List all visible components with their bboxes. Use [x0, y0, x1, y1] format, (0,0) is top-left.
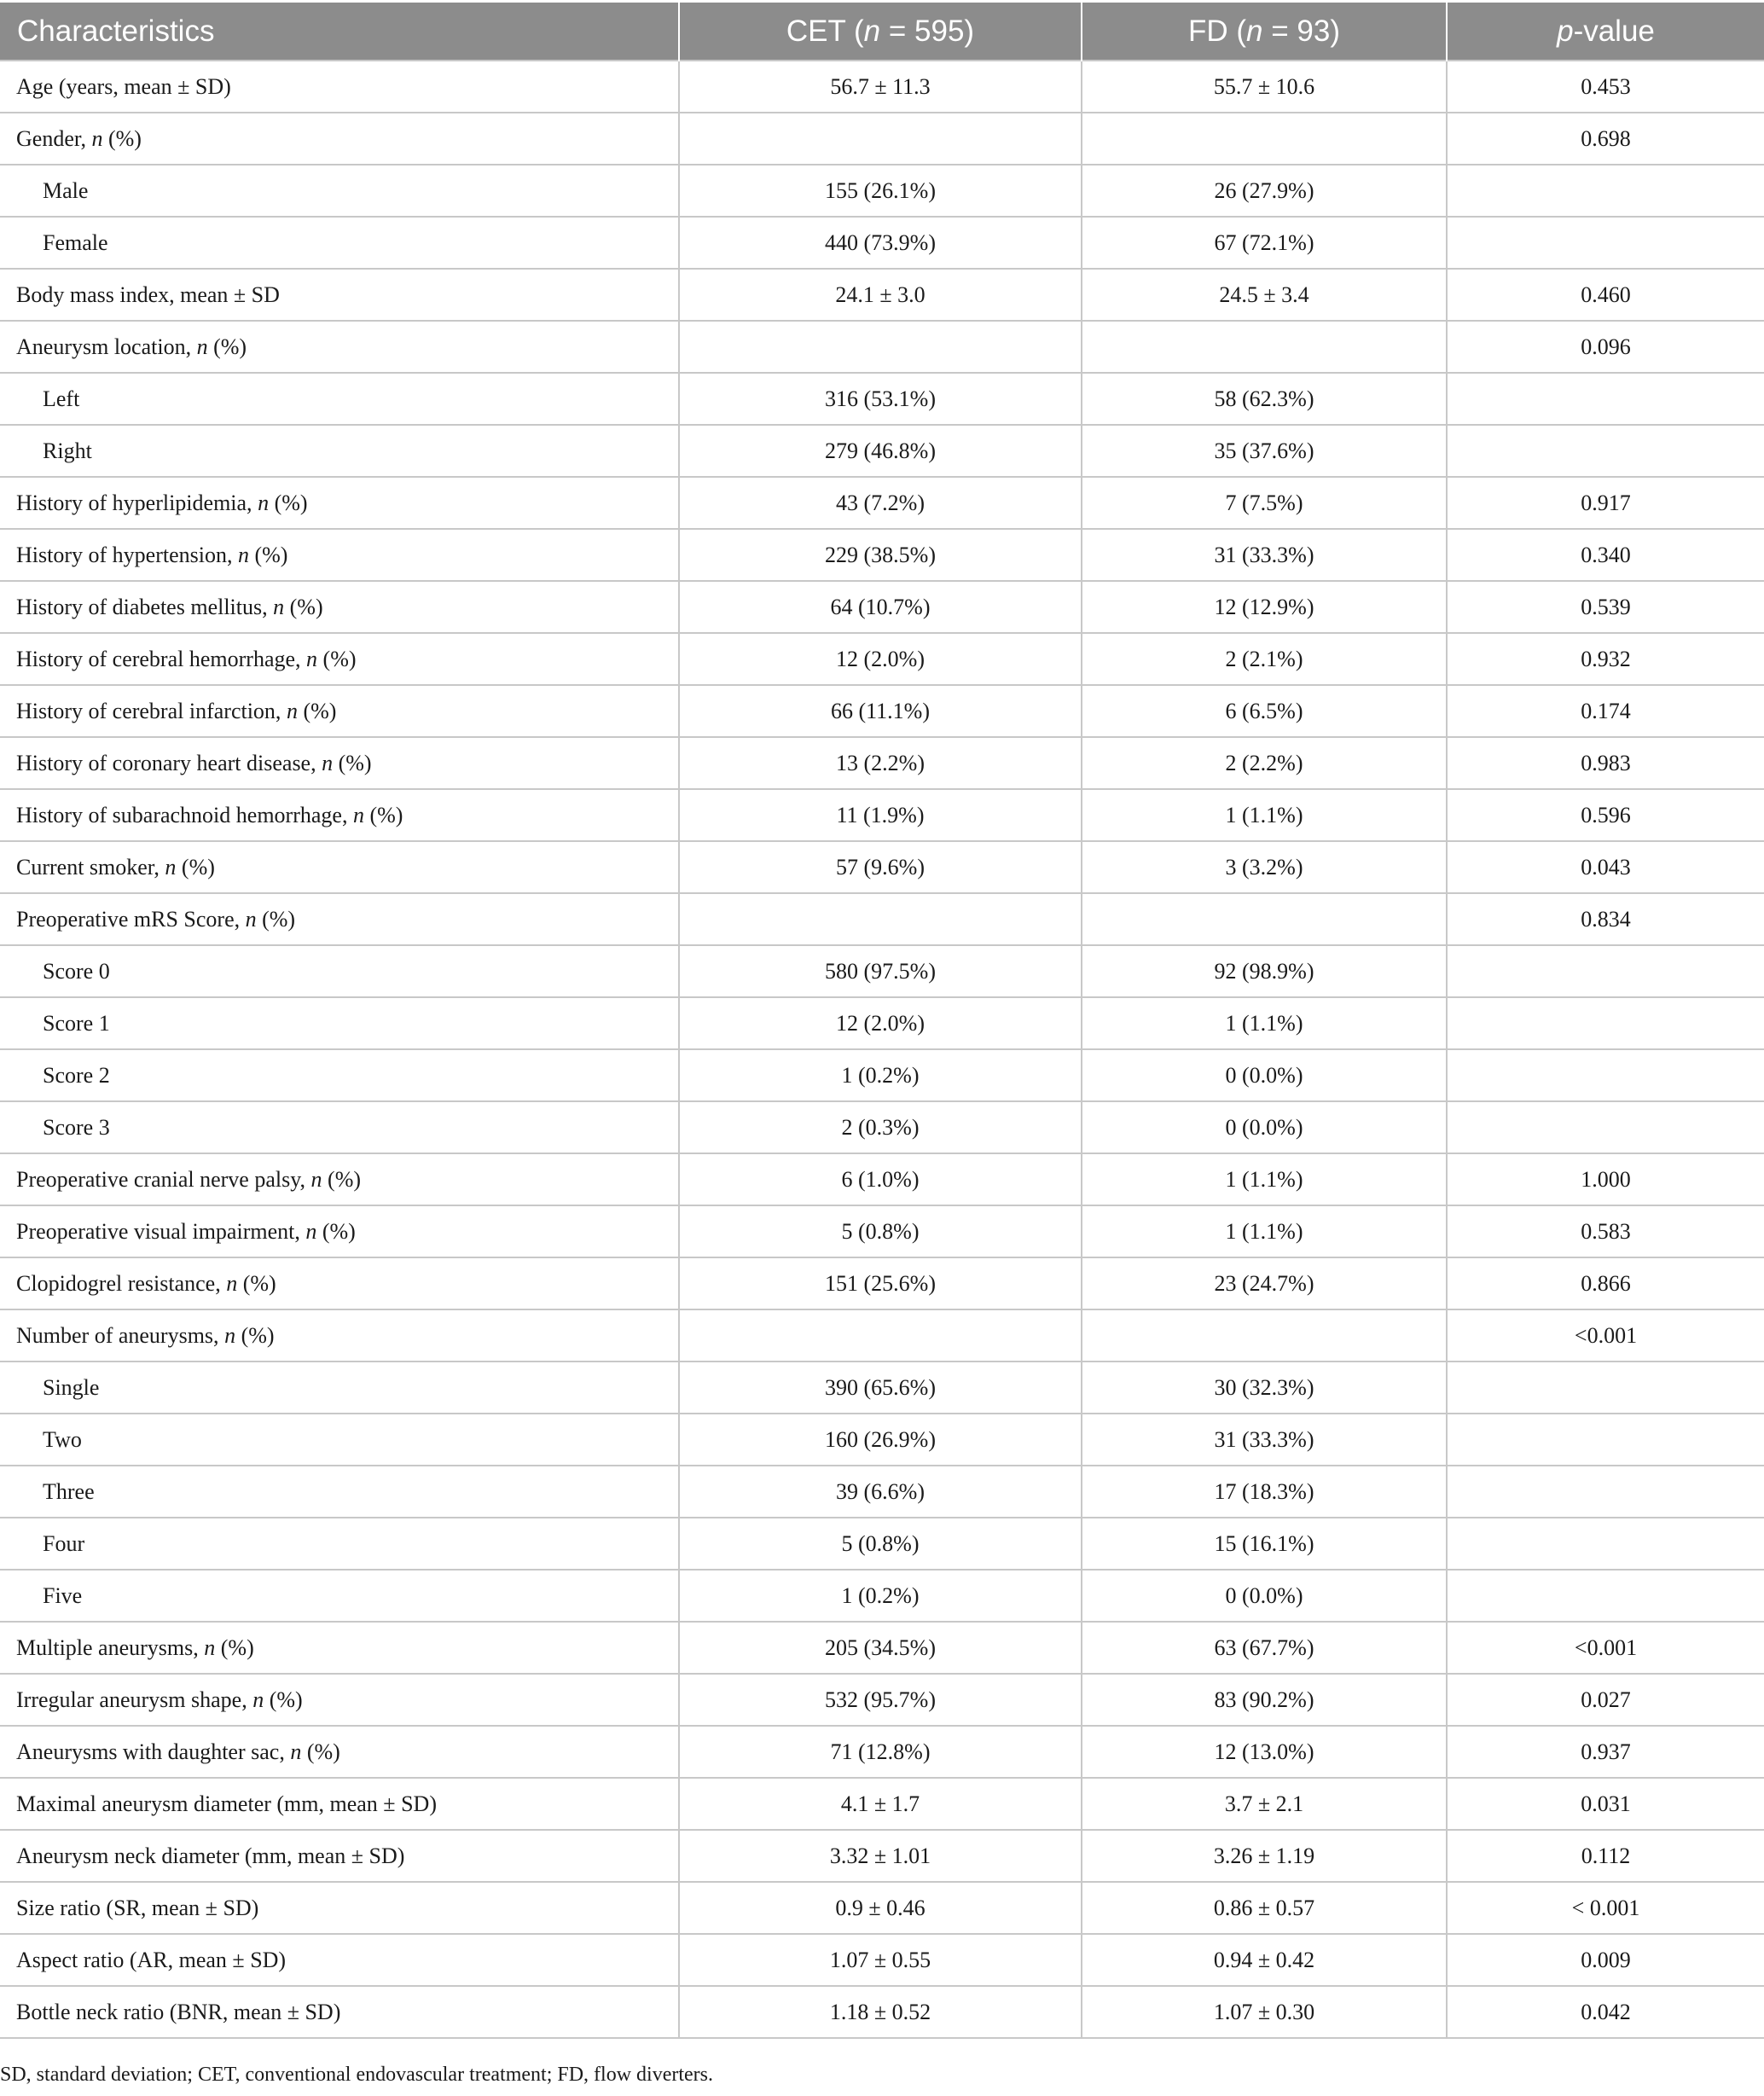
fd-value-cell: 24.5 ± 3.4 [1082, 269, 1447, 321]
characteristic-pct: (%) [317, 646, 357, 671]
p-value-cell [1447, 1570, 1764, 1622]
fd-value-cell: 30 (32.3%) [1082, 1362, 1447, 1414]
fd-value-cell: 67 (72.1%) [1082, 217, 1447, 269]
characteristic-cell [0, 1882, 679, 1934]
cet-value-cell: 316 (53.1%) [679, 373, 1082, 425]
fd-value-cell: 58 (62.3%) [1082, 373, 1447, 425]
header-p: p [1557, 14, 1574, 48]
characteristic-pct: (%) [248, 542, 288, 567]
table-row [0, 633, 1764, 685]
fd-value-cell: 0 (0.0%) [1082, 1049, 1447, 1101]
cet-value-cell: 1.07 ± 0.55 [679, 1934, 1082, 1986]
characteristic-pct: (%) [215, 1634, 254, 1660]
cet-value-cell: 5 (0.8%) [679, 1205, 1082, 1257]
characteristic-n: n [286, 698, 298, 723]
characteristic-pct: (%) [237, 1270, 276, 1296]
characteristic-label: Current smoker, [16, 854, 165, 880]
characteristic-n: n [305, 1218, 317, 1244]
cet-value-cell: 64 (10.7%) [679, 581, 1082, 633]
table-row [0, 113, 1764, 165]
p-value-cell [1447, 425, 1764, 477]
characteristic-cell [0, 945, 679, 997]
cet-value-cell: 2 (0.3%) [679, 1101, 1082, 1153]
table-row [0, 373, 1764, 425]
characteristic-cell [0, 1934, 679, 1986]
cet-value-cell: 66 (11.1%) [679, 685, 1082, 737]
table-row [0, 269, 1764, 321]
characteristic-cell [0, 321, 679, 373]
header-cet-prefix: CET ( [786, 14, 864, 48]
p-value-cell: 0.983 [1447, 737, 1764, 789]
table-row [0, 1934, 1764, 1986]
table-row [0, 789, 1764, 841]
table-header [0, 3, 1764, 61]
p-value-cell [1447, 1414, 1764, 1466]
p-value-cell: 0.453 [1447, 61, 1764, 113]
characteristic-n: n [245, 906, 257, 932]
characteristic-label: Preoperative visual impairment, [16, 1218, 306, 1244]
fd-value-cell: 17 (18.3%) [1082, 1466, 1447, 1518]
fd-value-cell: 3.26 ± 1.19 [1082, 1830, 1447, 1882]
characteristic-n: n [91, 125, 103, 151]
p-value-cell [1447, 1101, 1764, 1153]
fd-value-cell: 0.86 ± 0.57 [1082, 1882, 1447, 1934]
fd-value-cell: 0 (0.0%) [1082, 1101, 1447, 1153]
fd-value-cell: 12 (12.9%) [1082, 581, 1447, 633]
characteristic-cell [0, 893, 679, 945]
characteristic-cell [0, 1257, 679, 1309]
characteristic-pct: (%) [269, 490, 308, 515]
p-value-cell [1447, 1518, 1764, 1570]
cet-value-cell: 3.32 ± 1.01 [679, 1830, 1082, 1882]
cet-value-cell: 13 (2.2%) [679, 737, 1082, 789]
characteristic-label: Three [43, 1478, 95, 1504]
table-row [0, 165, 1764, 217]
characteristic-cell [0, 997, 679, 1049]
characteristic-label: History of subarachnoid hemorrhage, [16, 802, 353, 827]
characteristic-label: Four [43, 1530, 85, 1556]
cet-value-cell: 24.1 ± 3.0 [679, 269, 1082, 321]
cet-value-cell: 12 (2.0%) [679, 633, 1082, 685]
table-row [0, 841, 1764, 893]
cet-value-cell: 56.7 ± 11.3 [679, 61, 1082, 113]
fd-value-cell: 3 (3.2%) [1082, 841, 1447, 893]
table-row [0, 1570, 1764, 1622]
characteristic-pct: (%) [102, 125, 142, 151]
cet-value-cell [679, 1309, 1082, 1362]
characteristic-cell [0, 217, 679, 269]
header-fd [1082, 3, 1447, 61]
fd-value-cell: 26 (27.9%) [1082, 165, 1447, 217]
table-row [0, 61, 1764, 113]
table-row [0, 685, 1764, 737]
cet-value-cell: 279 (46.8%) [679, 425, 1082, 477]
characteristic-cell [0, 1518, 679, 1570]
characteristic-pct: (%) [363, 802, 403, 827]
p-value-cell: <0.001 [1447, 1309, 1764, 1362]
characteristic-label: Aneurysms with daughter sac, [16, 1739, 291, 1764]
cet-value-cell: 229 (38.5%) [679, 529, 1082, 581]
p-value-cell: 0.917 [1447, 477, 1764, 529]
fd-value-cell: 0 (0.0%) [1082, 1570, 1447, 1622]
characteristic-label: Aspect ratio (AR, mean ± SD) [16, 1947, 287, 1972]
p-value-cell: 0.834 [1447, 893, 1764, 945]
table-row [0, 1362, 1764, 1414]
table-row [0, 529, 1764, 581]
table-row [0, 1466, 1764, 1518]
cet-value-cell [679, 113, 1082, 165]
characteristic-cell [0, 269, 679, 321]
characteristic-label: Clopidogrel resistance, [16, 1270, 227, 1296]
characteristic-cell [0, 633, 679, 685]
characteristic-cell [0, 1674, 679, 1726]
characteristic-label: Preoperative mRS Score, [16, 906, 246, 932]
table-row [0, 1101, 1764, 1153]
header-row [0, 3, 1764, 61]
table-row [0, 1153, 1764, 1205]
p-value-cell [1447, 1466, 1764, 1518]
characteristic-label: Score 3 [43, 1114, 110, 1140]
p-value-cell [1447, 165, 1764, 217]
fd-value-cell: 31 (33.3%) [1082, 529, 1447, 581]
table-row [0, 1414, 1764, 1466]
table-row [0, 1309, 1764, 1362]
characteristic-n: n [226, 1270, 238, 1296]
fd-value-cell [1082, 113, 1447, 165]
cet-value-cell: 4.1 ± 1.7 [679, 1778, 1082, 1830]
p-value-cell: 0.174 [1447, 685, 1764, 737]
characteristic-cell [0, 1362, 679, 1414]
characteristic-cell [0, 1726, 679, 1778]
characteristic-pct: (%) [284, 594, 323, 619]
p-value-cell [1447, 945, 1764, 997]
characteristic-pct: (%) [207, 334, 247, 359]
characteristic-cell [0, 1986, 679, 2038]
characteristic-label: Size ratio (SR, mean ± SD) [16, 1895, 259, 1920]
p-value-cell: 0.866 [1447, 1257, 1764, 1309]
table-row [0, 1986, 1764, 2038]
header-p-value [1447, 3, 1764, 61]
fd-value-cell: 1 (1.1%) [1082, 997, 1447, 1049]
characteristic-label: History of cerebral hemorrhage, [16, 646, 307, 671]
characteristic-label: Multiple aneurysms, [16, 1634, 205, 1660]
characteristic-pct: (%) [264, 1687, 303, 1712]
header-fd-prefix: FD ( [1188, 14, 1247, 48]
p-value-cell: 0.096 [1447, 321, 1764, 373]
characteristic-pct: (%) [322, 1166, 362, 1192]
fd-value-cell: 1 (1.1%) [1082, 789, 1447, 841]
table-row [0, 1257, 1764, 1309]
table-footnote: SD, standard deviation; CET, conventional endovascular treatment; FD, flow diverters. [0, 2064, 714, 2086]
characteristic-label: Female [43, 229, 108, 255]
cet-value-cell: 580 (97.5%) [679, 945, 1082, 997]
header-cet-suffix: = 595) [880, 14, 975, 48]
table-row [0, 1205, 1764, 1257]
fd-value-cell: 0.94 ± 0.42 [1082, 1934, 1447, 1986]
characteristic-n: n [165, 854, 177, 880]
characteristic-cell [0, 1153, 679, 1205]
characteristic-label: History of diabetes mellitus, [16, 594, 274, 619]
fd-value-cell: 1 (1.1%) [1082, 1153, 1447, 1205]
characteristic-n: n [237, 542, 249, 567]
cet-value-cell: 12 (2.0%) [679, 997, 1082, 1049]
characteristic-pct: (%) [256, 906, 296, 932]
characteristic-label: Two [43, 1426, 82, 1452]
characteristic-label: Single [43, 1374, 100, 1400]
table-row [0, 1726, 1764, 1778]
cet-value-cell: 1 (0.2%) [679, 1049, 1082, 1101]
characteristic-pct: (%) [316, 1218, 356, 1244]
p-value-cell: 0.698 [1447, 113, 1764, 165]
characteristic-n: n [352, 802, 364, 827]
p-value-cell: 0.027 [1447, 1674, 1764, 1726]
characteristic-label: Score 2 [43, 1062, 110, 1088]
p-value-cell: 0.042 [1447, 1986, 1764, 2038]
p-value-cell: 0.340 [1447, 529, 1764, 581]
characteristic-pct: (%) [235, 1322, 275, 1348]
fd-value-cell: 6 (6.5%) [1082, 685, 1447, 737]
cet-value-cell: 205 (34.5%) [679, 1622, 1082, 1674]
characteristic-pct: (%) [297, 698, 337, 723]
fd-value-cell: 92 (98.9%) [1082, 945, 1447, 997]
characteristic-label: Left [43, 386, 80, 411]
characteristic-cell [0, 841, 679, 893]
fd-value-cell [1082, 1309, 1447, 1362]
table-row [0, 425, 1764, 477]
cet-value-cell [679, 893, 1082, 945]
fd-value-cell: 7 (7.5%) [1082, 477, 1447, 529]
cet-value-cell: 532 (95.7%) [679, 1674, 1082, 1726]
table-row [0, 1518, 1764, 1570]
characteristics-table [0, 3, 1764, 2039]
cet-value-cell: 1 (0.2%) [679, 1570, 1082, 1622]
fd-value-cell: 35 (37.6%) [1082, 425, 1447, 477]
cet-value-cell: 440 (73.9%) [679, 217, 1082, 269]
p-value-cell: 0.932 [1447, 633, 1764, 685]
characteristic-cell [0, 1466, 679, 1518]
characteristic-cell [0, 581, 679, 633]
characteristic-n: n [290, 1739, 302, 1764]
characteristic-label: Male [43, 177, 89, 203]
fd-value-cell: 83 (90.2%) [1082, 1674, 1447, 1726]
p-value-cell: 0.112 [1447, 1830, 1764, 1882]
characteristic-cell [0, 113, 679, 165]
characteristic-n: n [322, 750, 334, 775]
fd-value-cell: 2 (2.1%) [1082, 633, 1447, 685]
header-p-suffix: -value [1573, 14, 1655, 48]
table-row [0, 997, 1764, 1049]
cet-value-cell: 57 (9.6%) [679, 841, 1082, 893]
cet-value-cell: 151 (25.6%) [679, 1257, 1082, 1309]
cet-value-cell: 390 (65.6%) [679, 1362, 1082, 1414]
header-fd-n: n [1246, 14, 1263, 48]
fd-value-cell: 63 (67.7%) [1082, 1622, 1447, 1674]
fd-value-cell [1082, 893, 1447, 945]
header-characteristics: Characteristics [0, 3, 679, 61]
characteristic-cell [0, 529, 679, 581]
characteristic-label: Number of aneurysms, [16, 1322, 225, 1348]
characteristic-cell [0, 1778, 679, 1830]
fd-value-cell: 12 (13.0%) [1082, 1726, 1447, 1778]
fd-value-cell: 31 (33.3%) [1082, 1414, 1447, 1466]
characteristic-cell [0, 1622, 679, 1674]
characteristic-cell [0, 1570, 679, 1622]
characteristic-label: History of hypertension, [16, 542, 238, 567]
p-value-cell [1447, 217, 1764, 269]
characteristic-label: Bottle neck ratio (BNR, mean ± SD) [16, 1999, 341, 2024]
p-value-cell: < 0.001 [1447, 1882, 1764, 1934]
characteristic-label: History of cerebral infarction, [16, 698, 287, 723]
cet-value-cell: 39 (6.6%) [679, 1466, 1082, 1518]
table-row [0, 1049, 1764, 1101]
characteristic-pct: (%) [333, 750, 372, 775]
characteristic-cell [0, 1414, 679, 1466]
p-value-cell: 0.937 [1447, 1726, 1764, 1778]
characteristic-n: n [224, 1322, 236, 1348]
characteristic-label: History of hyperlipidemia, [16, 490, 258, 515]
p-value-cell: 0.460 [1447, 269, 1764, 321]
characteristic-n: n [306, 646, 318, 671]
p-value-cell: 0.009 [1447, 1934, 1764, 1986]
characteristic-label: Preoperative cranial nerve palsy, [16, 1166, 311, 1192]
characteristic-cell [0, 165, 679, 217]
characteristic-label: Body mass index, mean ± SD [16, 282, 280, 307]
table-row [0, 737, 1764, 789]
p-value-cell: 1.000 [1447, 1153, 1764, 1205]
cet-value-cell: 6 (1.0%) [679, 1153, 1082, 1205]
characteristic-n: n [196, 334, 208, 359]
fd-value-cell: 23 (24.7%) [1082, 1257, 1447, 1309]
cet-value-cell: 11 (1.9%) [679, 789, 1082, 841]
fd-value-cell: 2 (2.2%) [1082, 737, 1447, 789]
cet-value-cell: 0.9 ± 0.46 [679, 1882, 1082, 1934]
header-cet-n: n [863, 14, 881, 48]
characteristic-pct: (%) [176, 854, 215, 880]
characteristic-label: Aneurysm location, [16, 334, 197, 359]
fd-value-cell: 1.07 ± 0.30 [1082, 1986, 1447, 2038]
fd-value-cell: 55.7 ± 10.6 [1082, 61, 1447, 113]
p-value-cell [1447, 997, 1764, 1049]
cet-value-cell: 43 (7.2%) [679, 477, 1082, 529]
table-row [0, 581, 1764, 633]
table-body [0, 61, 1764, 2038]
p-value-cell [1447, 373, 1764, 425]
characteristic-label: Age (years, mean ± SD) [16, 73, 231, 99]
table-row [0, 893, 1764, 945]
fd-value-cell: 3.7 ± 2.1 [1082, 1778, 1447, 1830]
characteristic-cell [0, 1205, 679, 1257]
characteristic-cell [0, 685, 679, 737]
table-row [0, 477, 1764, 529]
characteristic-n: n [273, 594, 285, 619]
characteristic-cell [0, 477, 679, 529]
characteristic-label: Maximal aneurysm diameter (mm, mean ± SD) [16, 1791, 437, 1816]
p-value-cell: 0.583 [1447, 1205, 1764, 1257]
characteristic-cell [0, 1309, 679, 1362]
p-value-cell: 0.031 [1447, 1778, 1764, 1830]
characteristic-label: Gender, [16, 125, 92, 151]
p-value-cell: 0.043 [1447, 841, 1764, 893]
table-row [0, 945, 1764, 997]
fd-value-cell: 1 (1.1%) [1082, 1205, 1447, 1257]
cet-value-cell: 155 (26.1%) [679, 165, 1082, 217]
table-row [0, 1674, 1764, 1726]
p-value-cell [1447, 1049, 1764, 1101]
fd-value-cell: 15 (16.1%) [1082, 1518, 1447, 1570]
characteristic-label: Score 0 [43, 958, 110, 984]
characteristic-cell [0, 373, 679, 425]
cet-value-cell: 160 (26.9%) [679, 1414, 1082, 1466]
header-fd-suffix: = 93) [1262, 14, 1340, 48]
cet-value-cell: 71 (12.8%) [679, 1726, 1082, 1778]
table-row [0, 217, 1764, 269]
table-row [0, 321, 1764, 373]
characteristic-n: n [258, 490, 270, 515]
p-value-cell: 0.596 [1447, 789, 1764, 841]
p-value-cell: <0.001 [1447, 1622, 1764, 1674]
characteristic-cell [0, 1101, 679, 1153]
table-row [0, 1830, 1764, 1882]
characteristic-cell [0, 1049, 679, 1101]
characteristic-label: Irregular aneurysm shape, [16, 1687, 253, 1712]
characteristic-cell [0, 789, 679, 841]
header-cet [679, 3, 1082, 61]
characteristic-label: Aneurysm neck diameter (mm, mean ± SD) [16, 1843, 405, 1868]
characteristic-label: Five [43, 1582, 83, 1608]
characteristic-label: Score 1 [43, 1010, 110, 1036]
characteristic-n: n [204, 1634, 216, 1660]
p-value-cell: 0.539 [1447, 581, 1764, 633]
table-row [0, 1882, 1764, 1934]
characteristic-cell [0, 737, 679, 789]
characteristic-n: n [310, 1166, 322, 1192]
characteristic-cell [0, 425, 679, 477]
characteristic-label: History of coronary heart disease, [16, 750, 322, 775]
characteristic-cell [0, 61, 679, 113]
table-row [0, 1778, 1764, 1830]
p-value-cell [1447, 1362, 1764, 1414]
cet-value-cell: 5 (0.8%) [679, 1518, 1082, 1570]
characteristic-cell [0, 1830, 679, 1882]
table-row [0, 1622, 1764, 1674]
cet-value-cell: 1.18 ± 0.52 [679, 1986, 1082, 2038]
characteristic-n: n [252, 1687, 264, 1712]
characteristic-pct: (%) [301, 1739, 340, 1764]
cet-value-cell [679, 321, 1082, 373]
fd-value-cell [1082, 321, 1447, 373]
characteristic-label: Right [43, 438, 92, 463]
